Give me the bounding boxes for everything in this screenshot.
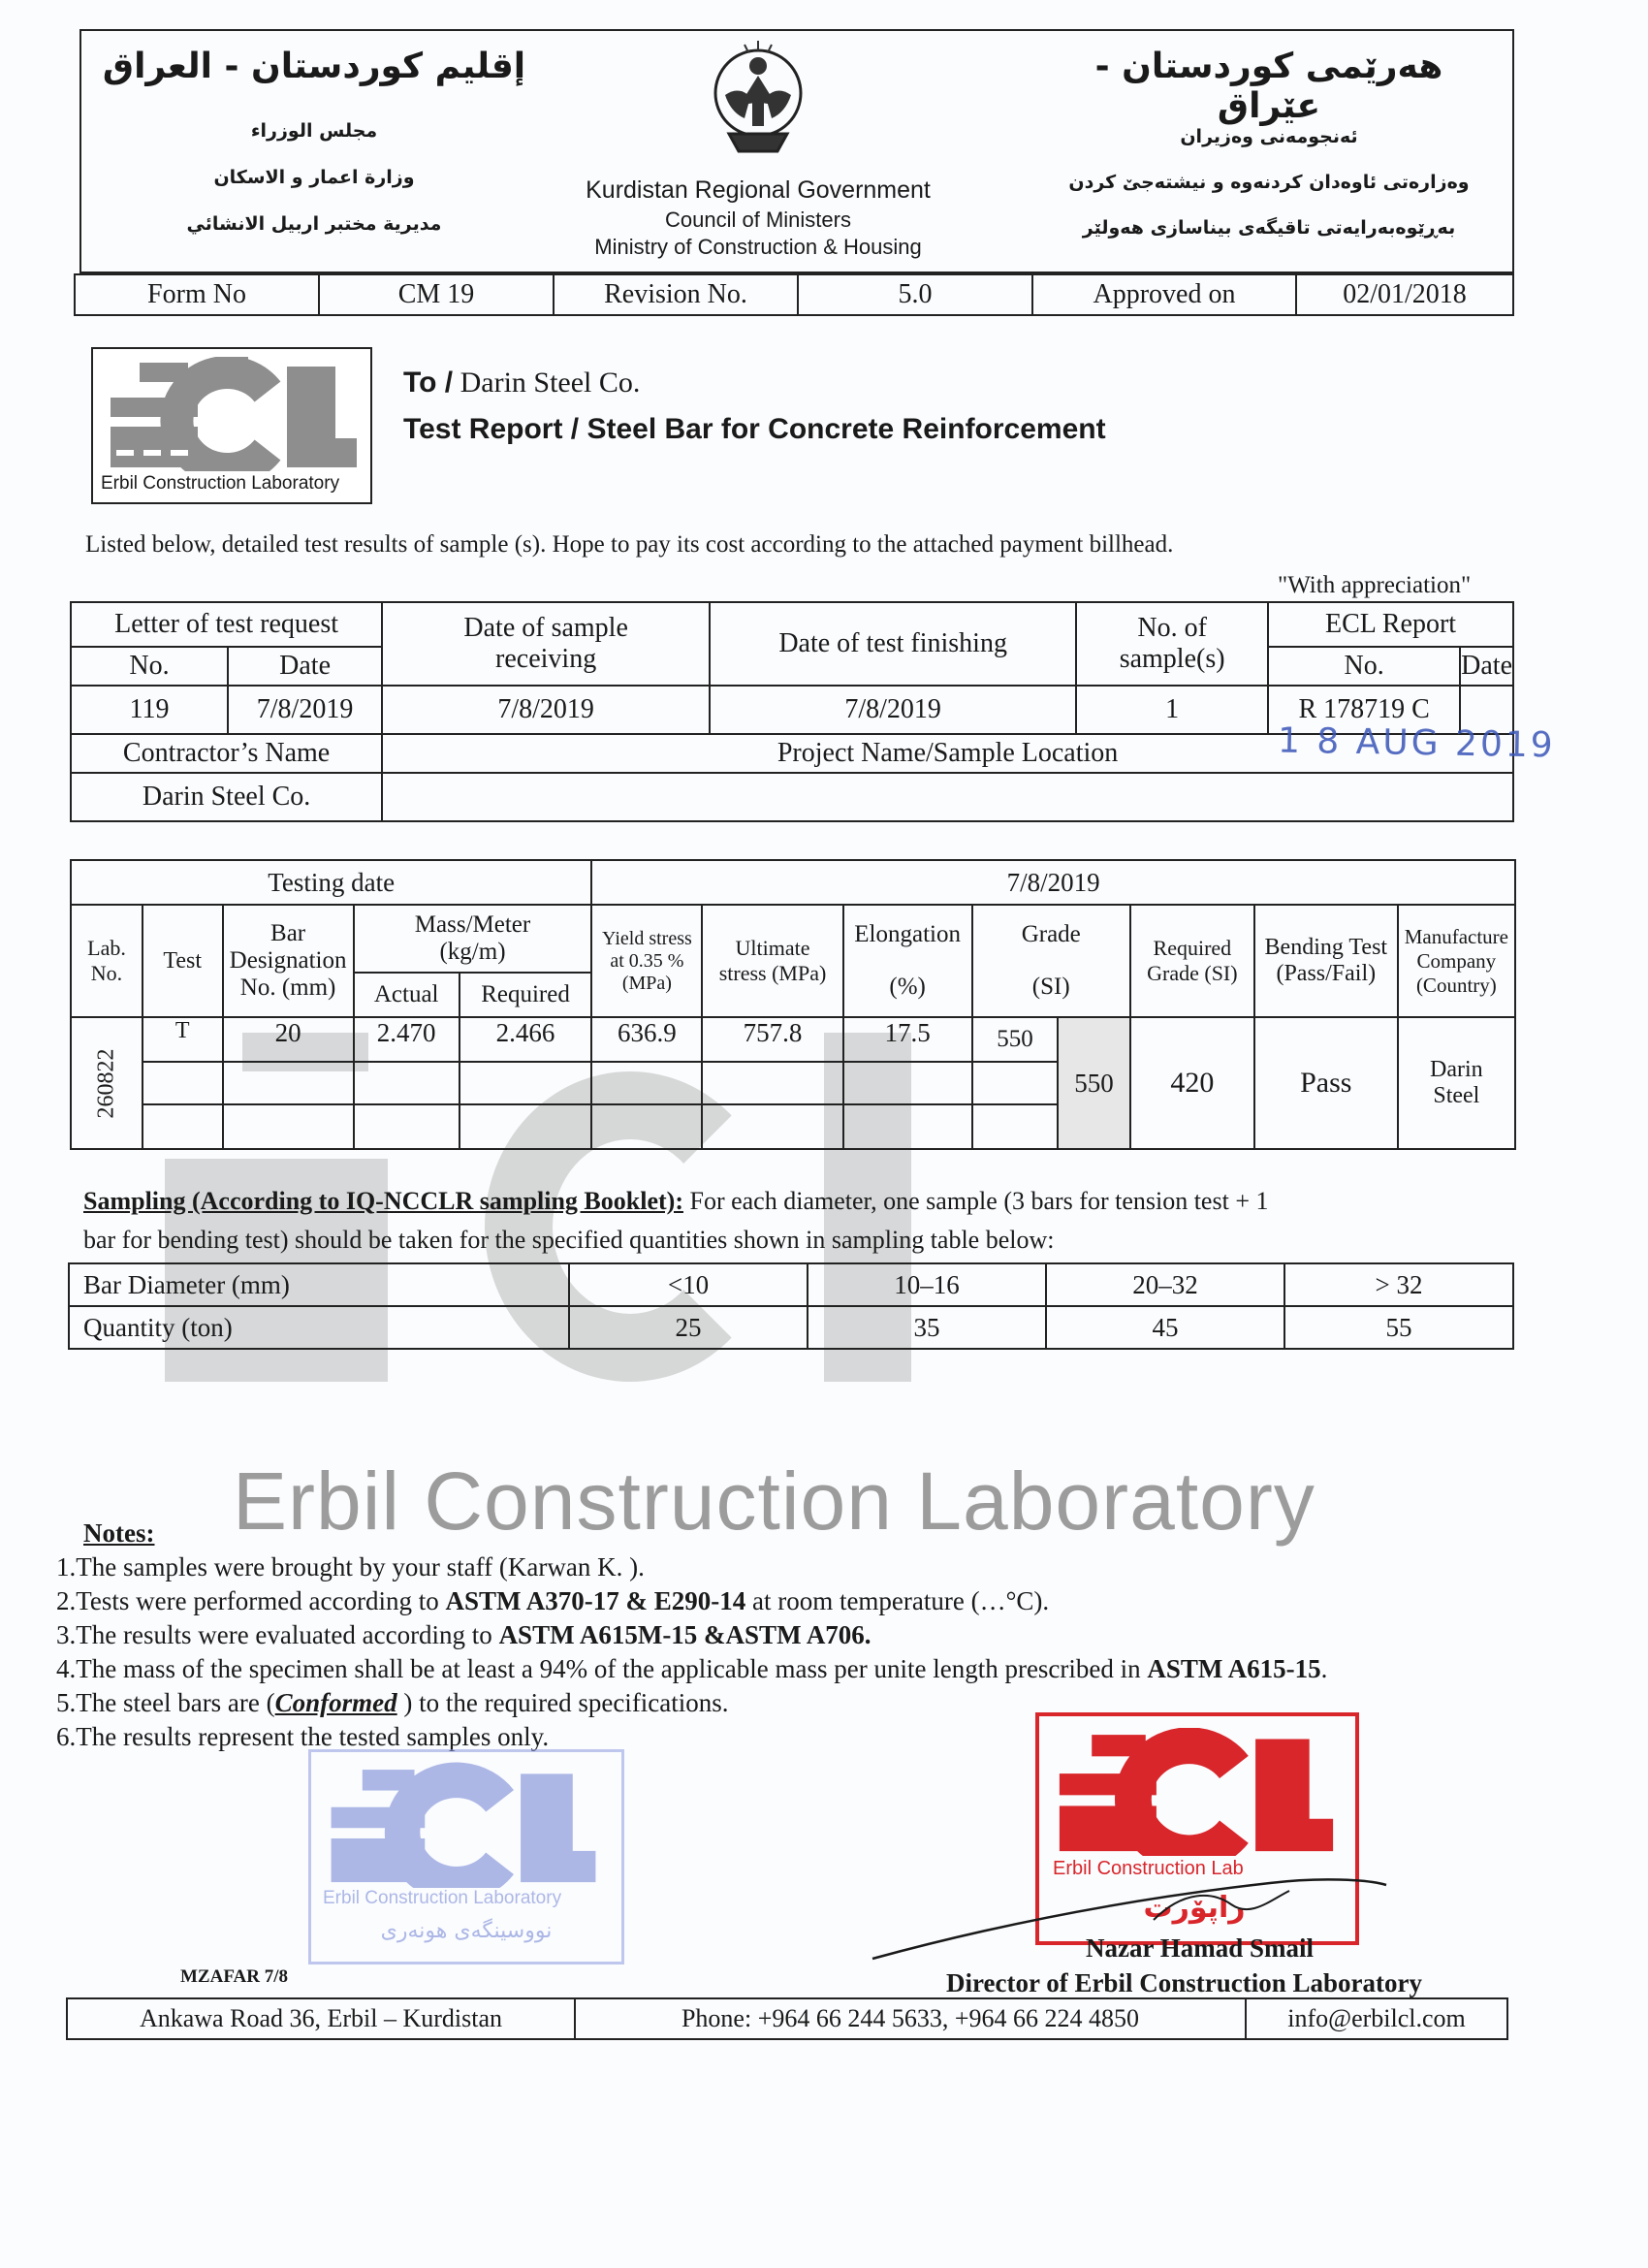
header-right-line3: بەڕێوەبەرایەتی تاقیگەی بیناسازی هەولێر bbox=[1082, 217, 1456, 239]
h-bar: Bar Designation No. (mm) bbox=[223, 905, 354, 1017]
h-yield: Yield stress at 0.35 % (MPa) bbox=[591, 905, 702, 1017]
h-elongation bbox=[843, 905, 972, 1017]
h-manufacture: Manufacture Company (Country) bbox=[1398, 905, 1515, 1017]
req-grade-value: 420 bbox=[1130, 1017, 1254, 1149]
sampling-text bbox=[83, 1187, 1268, 1216]
quantity-2: 35 bbox=[808, 1306, 1046, 1349]
approved-label: Approved on bbox=[1032, 274, 1296, 315]
footer-address: Ankawa Road 36, Erbil – Kurdistan bbox=[67, 1998, 575, 2039]
ecl-no: R 178719 C bbox=[1268, 686, 1460, 734]
quantity-4: 55 bbox=[1284, 1306, 1513, 1349]
h-mass: Mass/Meter (kg/m) bbox=[354, 905, 592, 973]
council-line: Council of Ministers bbox=[665, 208, 851, 232]
project bbox=[382, 773, 1513, 821]
footer-table bbox=[66, 1997, 1508, 2040]
blue-ecl-stamp bbox=[308, 1749, 624, 1965]
grade-final: 550 bbox=[1058, 1017, 1130, 1149]
quantity-1: 25 bbox=[569, 1306, 808, 1349]
request-table bbox=[70, 601, 1514, 822]
blue-stamp-kurdish: نووسینگەی هونەری bbox=[380, 1919, 553, 1943]
results-table bbox=[70, 859, 1516, 1150]
sample-receiving: 7/8/2019 bbox=[382, 686, 710, 734]
h-lab-no: Lab. No. bbox=[71, 905, 143, 1017]
actual-value: 2.470 bbox=[354, 1017, 460, 1062]
req-date: 7/8/2019 bbox=[228, 686, 382, 734]
req-no: 119 bbox=[71, 686, 228, 734]
approved-value: 02/01/2018 bbox=[1296, 274, 1513, 315]
footer-email[interactable]: info@erbilcl.com bbox=[1246, 1998, 1507, 2039]
h-actual: Actual bbox=[354, 973, 460, 1017]
form-no-value: CM 19 bbox=[319, 274, 554, 315]
quantity-3: 45 bbox=[1046, 1306, 1284, 1349]
h-req-grade: Required Grade (SI) bbox=[1130, 905, 1254, 1017]
testing-date: 7/8/2019 bbox=[591, 860, 1515, 905]
revision-value: 5.0 bbox=[798, 274, 1032, 315]
note-5: 5.The steel bars are (Conformed ) to the required specifications. bbox=[56, 1688, 729, 1717]
director-title: Director of Erbil Construction Laboratory bbox=[946, 1968, 1422, 1997]
h-req-no: No. bbox=[71, 647, 228, 686]
ecl-logo-caption: Erbil Construction Laboratory bbox=[101, 473, 340, 494]
h-grade-label: Grade bbox=[1021, 921, 1081, 947]
sampling-text-1: For each diameter, one sample (3 bars for tension test + 1 bbox=[689, 1187, 1269, 1215]
ultimate-value: 757.8 bbox=[702, 1017, 842, 1062]
h-test: Test bbox=[143, 905, 223, 1017]
h-grade bbox=[972, 905, 1130, 1017]
header-left-line1: مجلس الوزراء bbox=[250, 120, 378, 142]
elong-value: 17.5 bbox=[843, 1017, 972, 1062]
sampling-label: Sampling (According to IQ-NCCLR sampling Booklet): bbox=[83, 1187, 683, 1215]
diameter-3: 20–32 bbox=[1046, 1263, 1284, 1306]
h-grade-unit: (SI) bbox=[1031, 974, 1070, 1000]
h-required: Required bbox=[460, 973, 592, 1017]
h-elong-unit: (%) bbox=[889, 974, 926, 1000]
header-left-line3: مديرية مختبر اربيل الانشائي bbox=[186, 213, 442, 235]
ecl-logo-icon bbox=[103, 357, 364, 471]
h-contractor: Contractor’s Name bbox=[71, 734, 382, 773]
krg-title: Kurdistan Regional Government bbox=[586, 176, 931, 204]
required-value: 2.466 bbox=[460, 1017, 592, 1062]
report-title: Test Report / Steel Bar for Concrete Reinforcement bbox=[403, 413, 1106, 445]
bar-value: 20 bbox=[223, 1017, 354, 1062]
lab-no-cell bbox=[71, 1017, 143, 1149]
h-letter: Letter of test request bbox=[71, 602, 382, 647]
form-info-table bbox=[74, 273, 1514, 316]
director-name: Nazar Hamad Smail bbox=[1086, 1933, 1314, 1963]
diameter-1: <10 bbox=[569, 1263, 808, 1306]
mzafar-mark: MZAFAR 7/8 bbox=[180, 1966, 288, 1987]
diameter-4: > 32 bbox=[1284, 1263, 1513, 1306]
revision-label: Revision No. bbox=[554, 274, 798, 315]
watermark-text: Erbil Construction Laboratory bbox=[233, 1455, 1315, 1547]
note-2: 2.Tests were performed according to ASTM A370-17 & E290-14 at room temperature (…°C). bbox=[56, 1586, 1050, 1615]
blue-stamp-caption: Erbil Construction Laboratory bbox=[323, 1888, 562, 1908]
to-name: Darin Steel Co. bbox=[460, 367, 641, 399]
h-req-date: Date bbox=[228, 647, 382, 686]
h-project: Project Name/Sample Location bbox=[382, 734, 1513, 773]
bending-value: Pass bbox=[1254, 1017, 1398, 1149]
yield-value: 636.9 bbox=[591, 1017, 702, 1062]
note-1: 1.The samples were brought by your staff (Karwan K. ). bbox=[56, 1552, 645, 1581]
kurdistan-emblem-icon bbox=[700, 37, 816, 163]
h-ultimate: Ultimate stress (MPa) bbox=[702, 905, 842, 1017]
grade-row-value: 550 bbox=[972, 1017, 1059, 1062]
form-no-label: Form No bbox=[75, 274, 319, 315]
h-quantity: Quantity (ton) bbox=[69, 1306, 569, 1349]
header-left-line2: وزارة اعمار و الاسكان bbox=[213, 167, 415, 188]
footer-phone: Phone: +964 66 244 5633, +964 66 224 4850 bbox=[575, 1998, 1246, 2039]
num-samples: 1 bbox=[1076, 686, 1268, 734]
test-value: T bbox=[143, 1017, 223, 1062]
note-3: 3.The results were evaluated according to ASTM A615M-15 &ASTM A706. bbox=[56, 1620, 872, 1649]
header-right-line2: وەزارەتی ئاوەدان کردنەوە و نیشتەجێ کردن bbox=[1068, 172, 1470, 193]
letterhead bbox=[79, 29, 1514, 273]
red-stamp-kurdish: راپۆرت bbox=[1143, 1891, 1246, 1925]
h-ecl-report: ECL Report bbox=[1268, 602, 1513, 647]
sampling-text-2: bar for bending test) should be taken for the specified quantities shown in sampling table below: bbox=[83, 1226, 1055, 1254]
h-test-finishing: Date of test finishing bbox=[710, 602, 1076, 686]
manufacture-value: Darin Steel bbox=[1398, 1017, 1515, 1149]
date-stamp: 1 8 AUG 2019 bbox=[1277, 720, 1556, 766]
header-right-title: هەرێمی کوردستان - عێراق bbox=[1094, 47, 1443, 126]
h-ecl-no: No. bbox=[1268, 647, 1460, 686]
h-sample-receiving: Date of sample receiving bbox=[382, 602, 710, 686]
h-bar-diameter: Bar Diameter (mm) bbox=[69, 1263, 569, 1306]
note-6: 6.The results represent the tested samples only. bbox=[56, 1722, 550, 1751]
note-4: 4.The mass of the specimen shall be at least a 94% of the applicable mass per unite length prescribed in ASTM A615-15. bbox=[56, 1654, 1328, 1683]
appreciation-text: "With appreciation" bbox=[1278, 572, 1472, 598]
header-left-title: إقليم كوردستان - العراق bbox=[102, 47, 526, 86]
notes-title: Notes: bbox=[83, 1518, 155, 1548]
lab-no: 260822 bbox=[93, 1048, 119, 1118]
addressee bbox=[403, 367, 640, 399]
h-elong-label: Elongation bbox=[854, 921, 961, 947]
h-num-samples: No. of sample(s) bbox=[1076, 602, 1268, 686]
h-testing-date: Testing date bbox=[71, 860, 591, 905]
diameter-2: 10–16 bbox=[808, 1263, 1046, 1306]
contractor: Darin Steel Co. bbox=[71, 773, 382, 821]
intro-text: Listed below, detailed test results of sample (s). Hope to pay its cost according to the attached payment billhead. bbox=[85, 531, 1174, 558]
sampling-table bbox=[68, 1262, 1514, 1350]
ecl-logo bbox=[91, 347, 372, 504]
h-ecl-date: Date bbox=[1460, 647, 1513, 686]
header-right-line1: ئەنجومەنی وەزیران bbox=[1180, 126, 1358, 147]
ministry-line: Ministry of Construction & Housing bbox=[594, 235, 922, 259]
test-finishing: 7/8/2019 bbox=[710, 686, 1076, 734]
red-stamp-caption: Erbil Construction Lab bbox=[1053, 1858, 1244, 1879]
h-bending: Bending Test (Pass/Fail) bbox=[1254, 905, 1398, 1017]
to-label: To / bbox=[403, 367, 454, 399]
